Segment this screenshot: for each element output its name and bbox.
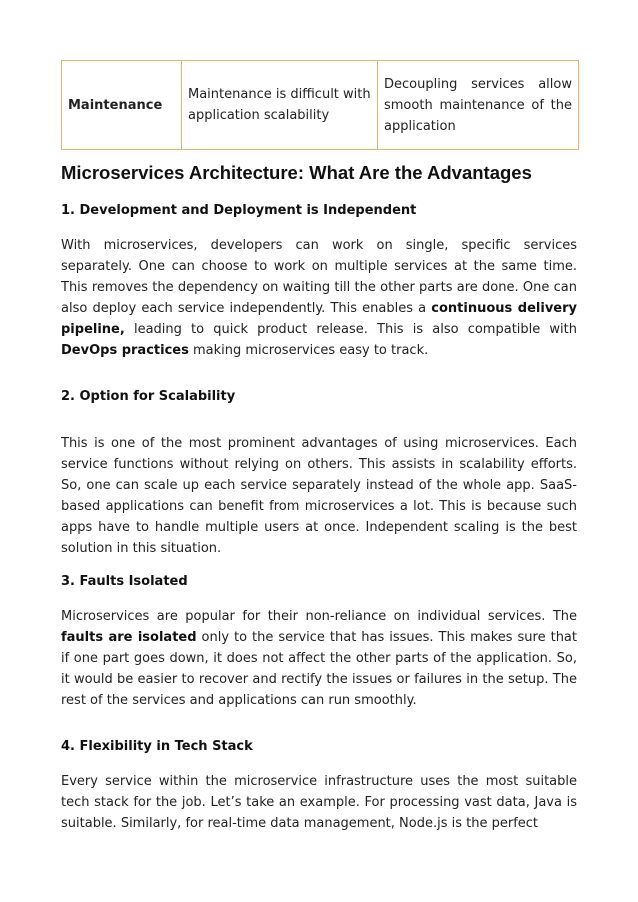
paragraph-bold-text: DevOps practices: [61, 343, 189, 358]
paragraph-text: With microservices, developers can work on single, specific services separately. One can choose to work on multiple services at the same time. This removes the dependency on waiting till the other parts are done. One can also deploy each service independently. This enables a: [61, 238, 577, 316]
table-cell-microservices: Decoupling services allow smooth maintenance of the application: [378, 61, 579, 150]
paragraph-text: leading to quick product release. This is also compatible with: [124, 322, 577, 337]
article-body: [61, 158, 577, 834]
section-heading: 3. Faults Isolated: [61, 574, 188, 589]
paragraph-bold-text: faults are isolated: [61, 630, 197, 645]
paragraph-bold-text: continuous delivery pipeline,: [61, 301, 578, 337]
section-paragraph: This is one of the most prominent advantages of using microservices. Each service functions without relying on others. This assists in scalability efforts. So, one can scale up each service separately instead of the whole app. SaaS-based applications can benefit from microservices a lot. This is because such apps have to handle multiple users at once. Independent scaling is the best solution in this situation.: [61, 436, 577, 556]
section-heading: 2. Option for Scalability: [61, 389, 236, 404]
article-title: Microservices Architecture: What Are the Advantages: [61, 162, 532, 183]
table-row: [62, 61, 579, 150]
paragraph-text: only to the service that has issues. This makes sure that if one part goes down, it does not affect the other parts of the application. So, it would be easier to recover and rectify the issues or failures in the setup. The rest of the services and applications can run smoothly.: [61, 630, 577, 708]
table-cell-monolith: Maintenance is difficult with application scalability: [182, 61, 378, 150]
table-cell-aspect: Maintenance: [62, 61, 182, 150]
section-paragraph: Every service within the microservice infrastructure uses the most suitable tech stack for the job. Let’s take an example. For processing vast data, Java is suitable. Similarly, for real-time data management, Node.js is the perfect: [61, 774, 577, 831]
section-heading: 1. Development and Deployment is Independent: [61, 203, 417, 218]
paragraph-text: making microservices easy to track.: [188, 343, 429, 358]
section-paragraph: [61, 235, 577, 361]
paragraph-text: Microservices are popular for their non-reliance on individual services. The: [61, 609, 577, 624]
section-heading: 4. Flexibility in Tech Stack: [61, 739, 253, 754]
comparison-table: [61, 60, 579, 150]
section-paragraph: [61, 606, 577, 711]
